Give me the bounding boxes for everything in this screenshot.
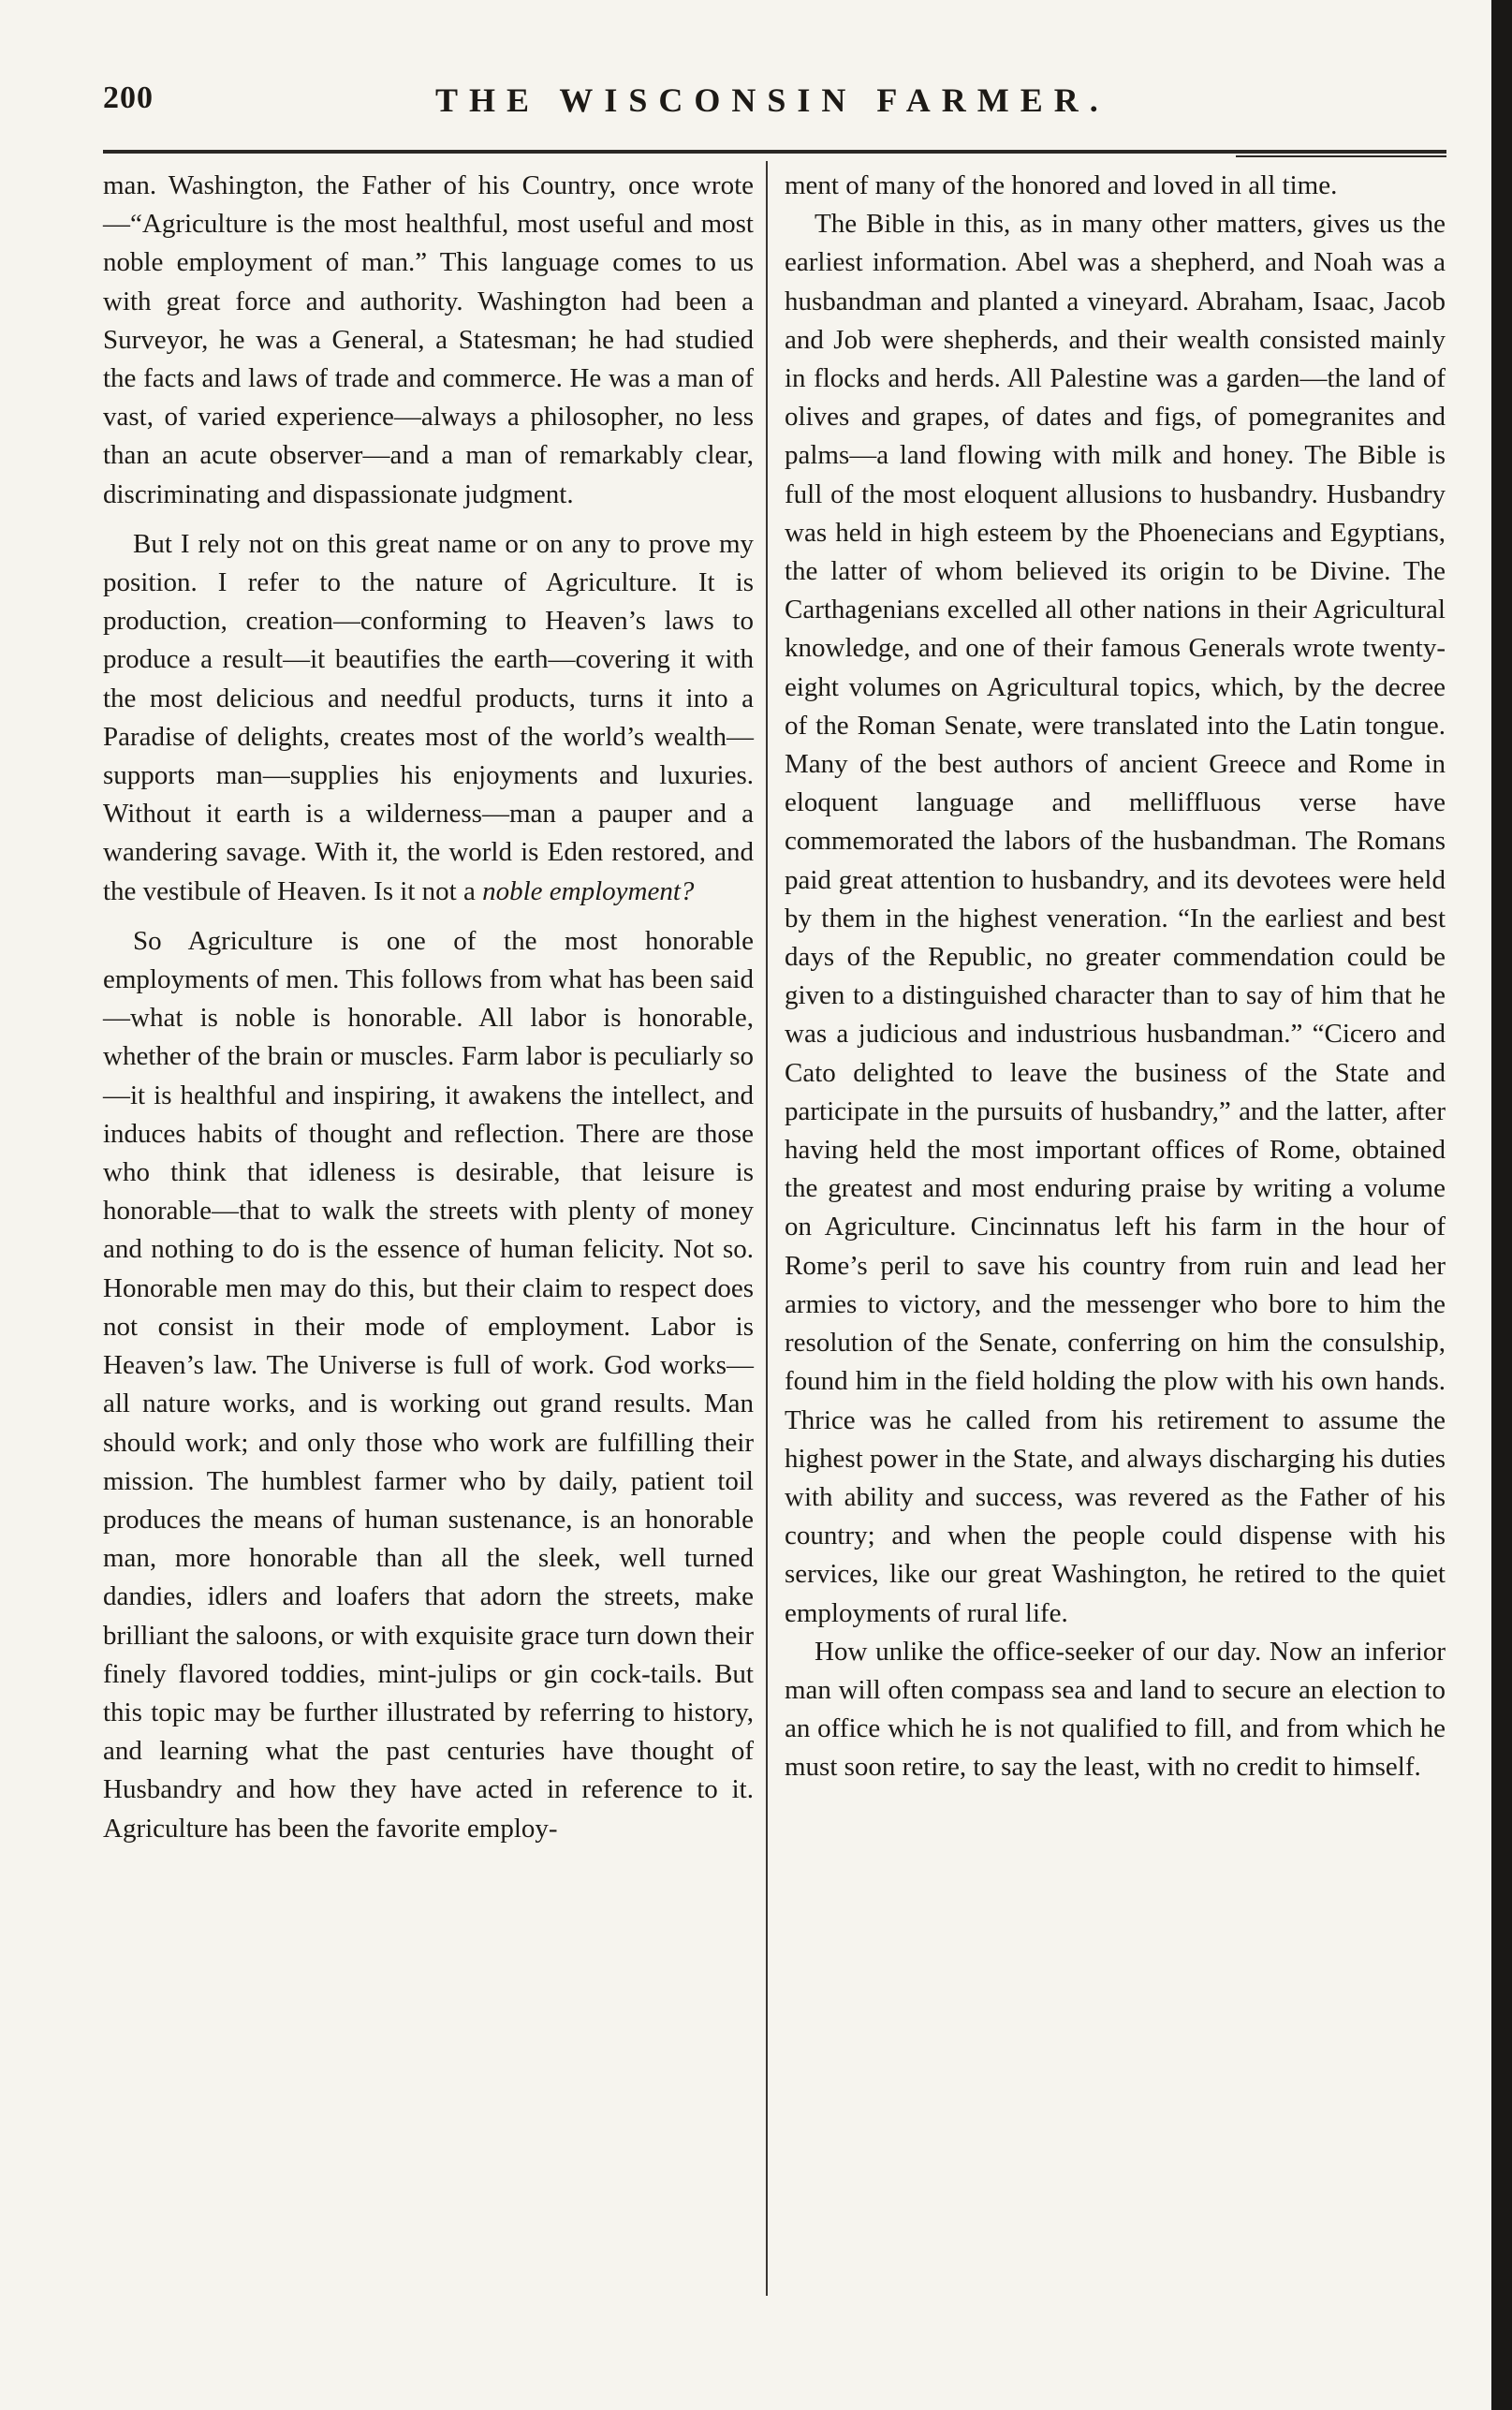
italic-phrase: noble employment? — [482, 875, 695, 906]
page-edge-shadow — [1491, 0, 1512, 2410]
paragraph-nature-of-agriculture — [103, 525, 754, 911]
right-column — [785, 167, 1446, 1787]
running-header — [103, 81, 1432, 137]
paragraph-honorable-employment: So Agriculture is one of the most honorable employments of men. This follows from what has been said—what is noble is honorable. All labor is honorable, whether of the brain or muscles. Farm labor is peculiarly so—it is healthful and inspiring, it awakens the intellect, and induces habits of thought and reflection. There are those who think that idleness is desirable, that leisure is honorable—that to walk the streets with plenty of money and nothing to do is the essence of human felicity. Not so. Honorable men may do this, but their claim to respect does not consist in their mode of employment. Labor is Heaven’s law. The Universe is full of work. God works—all nature works, and is working out grand results. Man should work; and only those who work are fulfilling their mission. The humblest farmer who by daily, patient toil produces the means of human sustenance, is an honorable man, more honorable than all the sleek, well turned dandies, idlers and loafers that adorn the streets, make brilliant the saloons, or with exquisite grace turn down their finely flavored toddies, mint-julips or gin cock-tails. But this topic may be further illustrated by referring to history, and learning what the past centuries have thought of Husbandry and how they have acted in reference to it. Agriculture has been the favorite employ- — [103, 925, 754, 1844]
paragraph-text: But I rely not on this great name or on any to prove my position. I refer to the nature of Agriculture. It is production, creation—conforming to Heaven’s laws to produce a result—it beautifies the earth—covering it with the most delicious and needful products, turns it into a Paradise of delights, creates most of the world’s wealth—supports man—supplies his enjoyments and luxuries. Without it earth is a wilderness—man a pauper and a wandering savage. With it, the world is Eden restored, and the vestibule of Heaven. Is it not a — [103, 528, 754, 906]
header-rule — [103, 150, 1446, 154]
header-rule-secondary — [1236, 155, 1446, 157]
paragraph-bible-history: The Bible in this, as in many other matters, gives us the earliest information. Abel was a shepherd, and Noah was a husbandman and planted a vineyard. Abraham, Isaac, Jacob and Job were shepherds, and their wealth consisted mainly in flocks and herds. All Palestine was a garden—the land of olives and grapes, of dates and figs, of pomegranites and palms—a land flowing with milk and honey. The Bible is full of the most eloquent allusions to husbandry. Husbandry was held in high esteem by the Phoenecians and Egyptians, the latter of whom believed its origin to be Divine. The Carthagenians excelled all other nations in their Agricultural knowledge, and one of their famous Generals wrote twenty-eight volumes on Agricultural topics, which, by the decree of the Roman Senate, were translated into the Latin tongue. Many of the best authors of ancient Greece and Rome in eloquent language and melliffluous verse have commemorated the labors of the husbandman. The Romans paid great attention to husbandry, and its devotees were held by them in the highest veneration. “In the earliest and best days of the Republic, no greater commendation could be given to a distinguished character than to say of him that he was a judicious and industrious husbandman.” “Cicero and Cato delighted to leave the business of the State and participate in the pursuits of husbandry,” and the latter, after having held the most important offices of Rome, obtained the greatest and most enduring praise by writing a volume on Agriculture. Cincinnatus left his farm in the hour of Rome’s peril to save his country from ruin and lead her armies to victory, and the messenger who bore to him the resolution of the Senate, conferring on him the consulship, found him in the field holding the plow with his own hands. Thrice was he called from his retirement to assume the highest power in the State, and always discharging his duties with ability and success, was revered as the Father of his country; and when the people could dispense with his services, like our great Washington, he retired to the quiet employments of rural life. — [785, 209, 1446, 1628]
column-divider — [766, 161, 768, 2296]
paragraph-continuation: ment of many of the honored and loved in all time. — [785, 170, 1338, 200]
paragraph-office-seeker: How unlike the office-seeker of our day. Now an inferior man will often compass sea and land to secure an election to an office which he is not qualified to fill, and from which he must soon retire, to say the least, with no credit to himself. — [785, 1636, 1446, 1783]
journal-title: THE WISCONSIN FARMER. — [435, 81, 1109, 119]
page-number: 200 — [103, 81, 154, 115]
paragraph-washington: man. Washington, the Father of his Country, once wrote—“Agriculture is the most healthful, most useful and most noble employment of man.” This language comes to us with great force and authority. Washington had been a Surveyor, he was a General, a Statesman; he had studied the facts and laws of trade and commerce. He was a man of vast, of varied experience—always a philosopher, no less than an acute observer—and a man of remarkably clear, discriminating and dispassionate judgment. — [103, 170, 754, 509]
left-column — [103, 167, 754, 1848]
